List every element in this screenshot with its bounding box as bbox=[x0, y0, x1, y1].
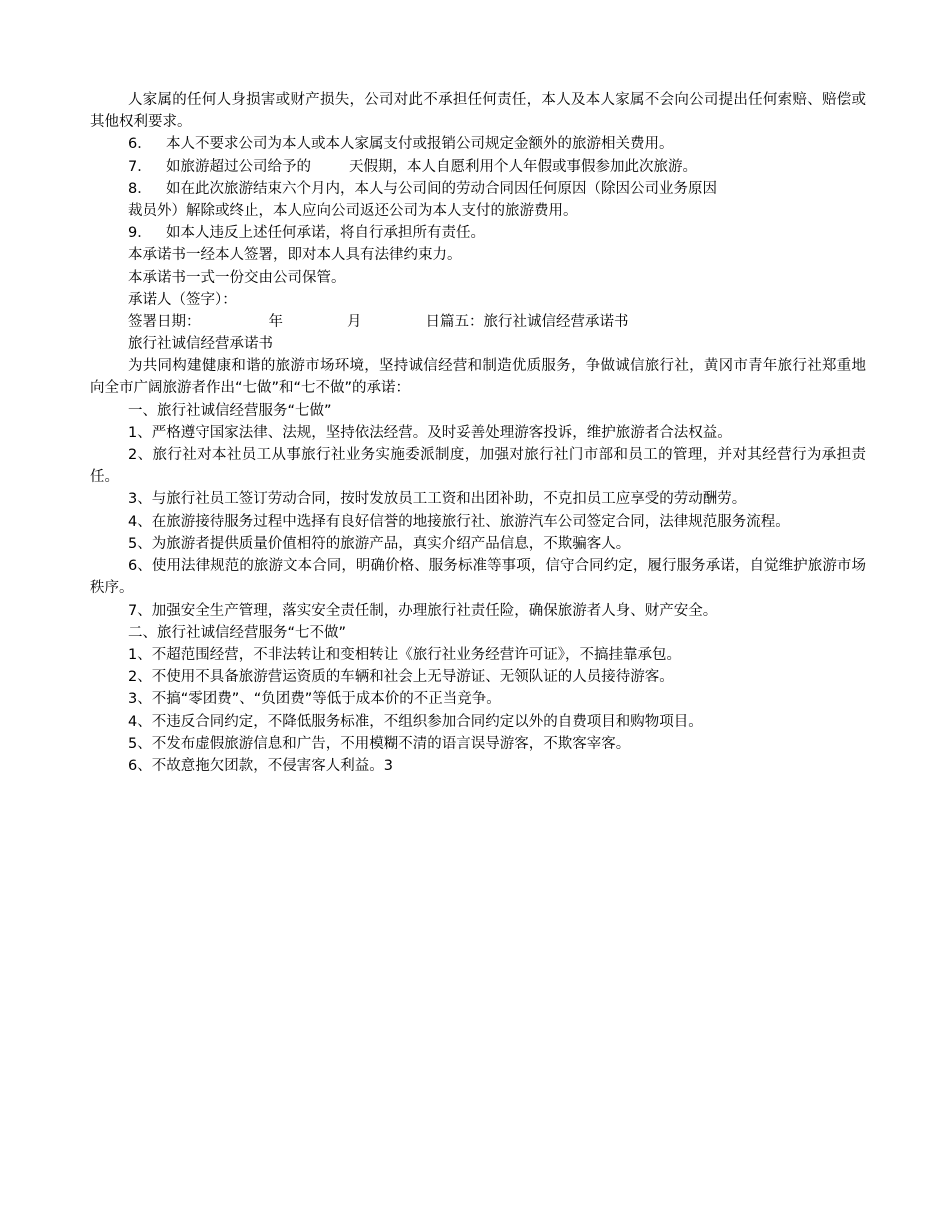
section-2-title: 二、旅行社诚信经营服务“七不做” bbox=[128, 624, 347, 641]
copy-statement: 本承诺书一式一份交由公司保管。 bbox=[128, 269, 346, 286]
document-title: 旅行社诚信经营承诺书 bbox=[128, 336, 273, 353]
date-line bbox=[90, 311, 866, 333]
item-7-number: 7． bbox=[128, 158, 152, 175]
date-day-heading: 日篇五：旅行社诚信经营承诺书 bbox=[425, 313, 629, 330]
section-1-title: 一、旅行社诚信经营服务“七做” bbox=[128, 402, 332, 419]
dont-item-2: 2、不使用不具备旅游营运资质的车辆和社会上无导游证、无领队证的人员接待游客。 bbox=[128, 669, 674, 686]
item-6-number: 6． bbox=[128, 136, 152, 153]
item-8-continuation: 裁员外）解除或终止，本人应向公司返还公司为本人支付的旅游费用。 bbox=[128, 202, 578, 219]
item-7-text-b: 天假期，本人自愿利用个人年假或事假参加此次旅游。 bbox=[349, 158, 697, 175]
dont-item-3: 3、不搞“零团费”、“负团费”等低于成本价的不正当竞争。 bbox=[128, 691, 501, 708]
dont-item-4: 4、不违反合同约定，不降低服务标准，不组织参加合同约定以外的自费项目和购物项目。 bbox=[128, 713, 703, 730]
dont-item-6: 6、不故意拖欠团款，不侵害客人利益。3 bbox=[128, 757, 393, 774]
do-item-3: 3、与旅行社员工签订劳动合同，按时发放员工工资和出团补助，不克扣员工应享受的劳动酬劳。 bbox=[128, 491, 747, 508]
date-year: 年 bbox=[268, 313, 283, 330]
binding-statement: 本承诺书一经本人签署，即对本人具有法律约束力。 bbox=[128, 247, 462, 264]
intro-paragraph: 为共同构建健康和谐的旅游市场环境，坚持诚信经营和制造优质服务，争做诚信旅行社，黄冈市青年旅行社郑重地向全市广阔旅游者作出“七做”和“七不做”的承诺： bbox=[90, 358, 866, 397]
do-item-1: 1、严格遵守国家法律、法规，坚持依法经营。及时妥善处理游客投诉，维护旅游者合法权益。 bbox=[128, 424, 732, 441]
item-9-text: 如本人违反上述任何承诺，将自行承担所有责任。 bbox=[166, 225, 485, 242]
dont-item-1: 1、不超范围经营，不非法转让和变相转让《旅行社业务经营许可证》，不搞挂靠承包。 bbox=[128, 646, 681, 663]
do-item-7: 7、加强安全生产管理，落实安全责任制，办理旅行社责任险，确保旅游者人身、财产安全。 bbox=[128, 602, 718, 619]
item-8-text: 如在此次旅游结束六个月内，本人与公司间的劳动合同因任何原因（除因公司业务原因 bbox=[166, 180, 717, 197]
item-7 bbox=[90, 156, 866, 178]
item-8 bbox=[90, 178, 866, 200]
do-item-6: 6、使用法律规范的旅游文本合同，明确价格、服务标准等事项，信守合同约定，履行服务承诺，自觉维护旅游市场秩序。 bbox=[90, 558, 866, 597]
date-label: 签署日期： bbox=[128, 313, 201, 330]
signer-label: 承诺人（签字）： bbox=[128, 291, 237, 308]
item-9 bbox=[90, 222, 866, 244]
item-9-number: 9． bbox=[128, 225, 152, 242]
item-6 bbox=[90, 133, 866, 155]
item-6-text: 本人不要求公司为本人或本人家属支付或报销公司规定金额外的旅游相关费用。 bbox=[166, 136, 674, 153]
do-item-4: 4、在旅游接待服务过程中选择有良好信誉的地接旅行社、旅游汽车公司签定合同，法律规范服务流程。 bbox=[128, 513, 790, 530]
do-item-2: 2、旅行社对本社员工从事旅行社业务实施委派制度，加强对旅行社门市部和员工的管理，并对其经营行为承担责任。 bbox=[90, 447, 866, 486]
do-item-5: 5、为旅游者提供质量价值相符的旅游产品，真实介绍产品信息，不欺骗客人。 bbox=[128, 535, 631, 552]
item-7-text-a: 如旅游超过公司给予的 bbox=[166, 158, 311, 175]
dont-item-5: 5、不发布虚假旅游信息和广告，不用模糊不清的语言误导游客，不欺客宰客。 bbox=[128, 735, 631, 752]
paragraph-continuation: 人家属的任何人身损害或财产损失，公司对此不承担任何责任，本人及本人家属不会向公司提出任何索赔、赔偿或其他权利要求。 bbox=[90, 92, 866, 131]
date-month: 月 bbox=[347, 313, 362, 330]
item-8-number: 8． bbox=[128, 180, 152, 197]
document-page bbox=[90, 89, 866, 777]
